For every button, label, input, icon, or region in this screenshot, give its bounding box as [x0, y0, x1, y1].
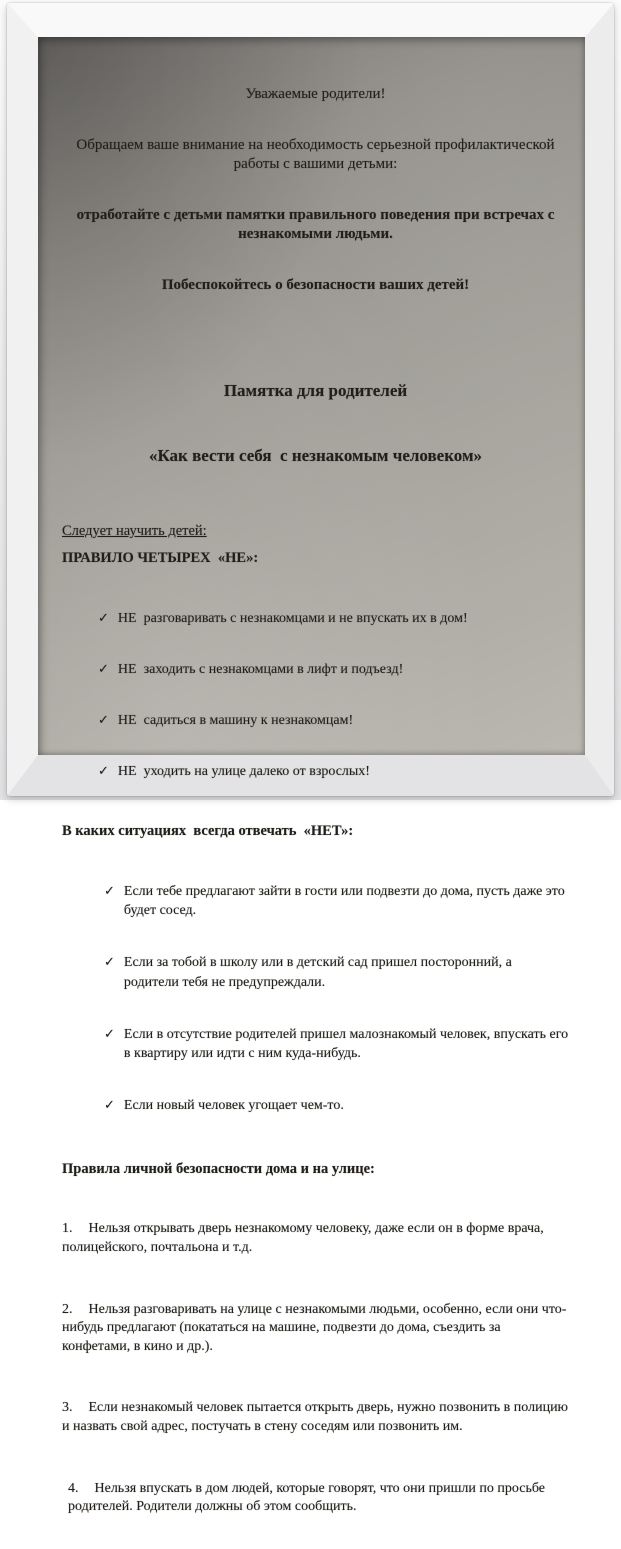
situation-item [104, 1025, 572, 1063]
check-icon: ✓ [104, 1026, 115, 1042]
check-icon: ✓ [98, 611, 109, 626]
rule-item-text: НЕ заходить с незнакомцами в лифт и подъезд! [117, 662, 404, 677]
rule-item-text: НЕ садиться в машину к незнакомцам! [117, 713, 354, 728]
situation-item-text: Если за тобой в школу или в детский сад пришел посторонний, а родители тебя не предупреждали. [123, 955, 516, 990]
situation-item-text: Если тебе предлагают зайти в гости или подвезти до дома, пусть даже это будет сосед. [123, 884, 569, 919]
check-icon: ✓ [98, 662, 109, 677]
situation-item [104, 953, 569, 991]
rule-item [98, 660, 569, 679]
personal-safety-heading: Правила личной безопасности дома и на улице: [62, 1161, 375, 1178]
situation-item-text: Если в отсутствие родителей пришел малознакомый человек, впускать его в квартиру или идти с ним куда-нибудь. [123, 1026, 572, 1062]
safety-paragraph-number: 2. [62, 1301, 73, 1317]
safety-paragraph [68, 1480, 569, 1517]
safety-paragraph [62, 1399, 572, 1436]
check-icon: ✓ [104, 955, 115, 971]
safety-paragraph-text: Если незнакомый человек пытается открыть дверь, нужно позвонить в полицию и назвать свой адрес, постучать в стену соседям или позвонить им. [62, 1400, 572, 1434]
document-header [62, 53, 569, 327]
safety-paragraph-text: Нельзя открывать дверь незнакомому человеку, даже если он в форме врача, полицейского, почтальона и т.д. [62, 1221, 548, 1256]
memo-title-line2: «Как вести себя с незнакомым человеком» [148, 445, 483, 465]
situation-item-text: Если новый человек угощает чем-то. [123, 1098, 344, 1114]
situation-item [104, 1096, 569, 1115]
check-icon: ✓ [104, 1098, 115, 1114]
rule-of-four-heading: ПРАВИЛО ЧЕТЫРЕХ «НЕ»: [62, 550, 259, 566]
rule-item [98, 609, 569, 628]
work-instruction: отработайте с детьми памятки правильного поведения при встречах с незнакомыми людьми. [76, 207, 559, 242]
check-icon: ✓ [98, 764, 109, 779]
attention-notice: Обращаем ваше внимание на необходимость серьезной профилактической работы с вашими детьми: [76, 137, 559, 172]
safety-paragraph-number: 3. [62, 1400, 73, 1416]
safety-paragraph-text: Нельзя разговаривать на улице с незнакомыми людьми, особенно, если они что-нибудь предлагают (покататься на машине, подвезти до дома, съездить за конфетами, в кино и др.). [62, 1301, 567, 1354]
rule-item [98, 711, 569, 730]
personal-safety-rules [62, 1188, 572, 1548]
safety-paragraph-number: 4. [68, 1480, 79, 1496]
check-icon: ✓ [98, 713, 109, 728]
rule-of-four-list [98, 577, 569, 813]
memo-title-line1: Памятка для родителей [223, 381, 408, 400]
safety-paragraph [62, 1220, 569, 1257]
rule-item-text: НЕ разговаривать с незнакомцами и не впускать их в дом! [117, 611, 468, 626]
check-icon: ✓ [104, 884, 115, 899]
situations-list [104, 850, 572, 1148]
safety-appeal: Побеспокойтесь о безопасности ваших детей! [161, 277, 470, 293]
safety-paragraph-text: Нельзя впускать в дом людей, которые говорят, что они пришли по просьбе родителей. Родители должны об этом сообщить. [68, 1480, 549, 1515]
rule-item [98, 762, 569, 781]
picture-frame [7, 3, 614, 1515]
paper-document [38, 37, 585, 1515]
safety-paragraph [62, 1301, 569, 1357]
memo-title [62, 337, 569, 509]
teach-note: Следует научить детей: [62, 523, 207, 539]
parents-greeting: Уважаемые родители! [245, 86, 386, 102]
situations-heading: В каких ситуациях всегда отвечать «НЕТ»: [62, 823, 354, 839]
situation-item [104, 882, 569, 920]
safety-paragraph-number: 1. [62, 1221, 73, 1237]
rule-item-text: НЕ уходить на улице далеко от взрослых! [117, 764, 370, 779]
